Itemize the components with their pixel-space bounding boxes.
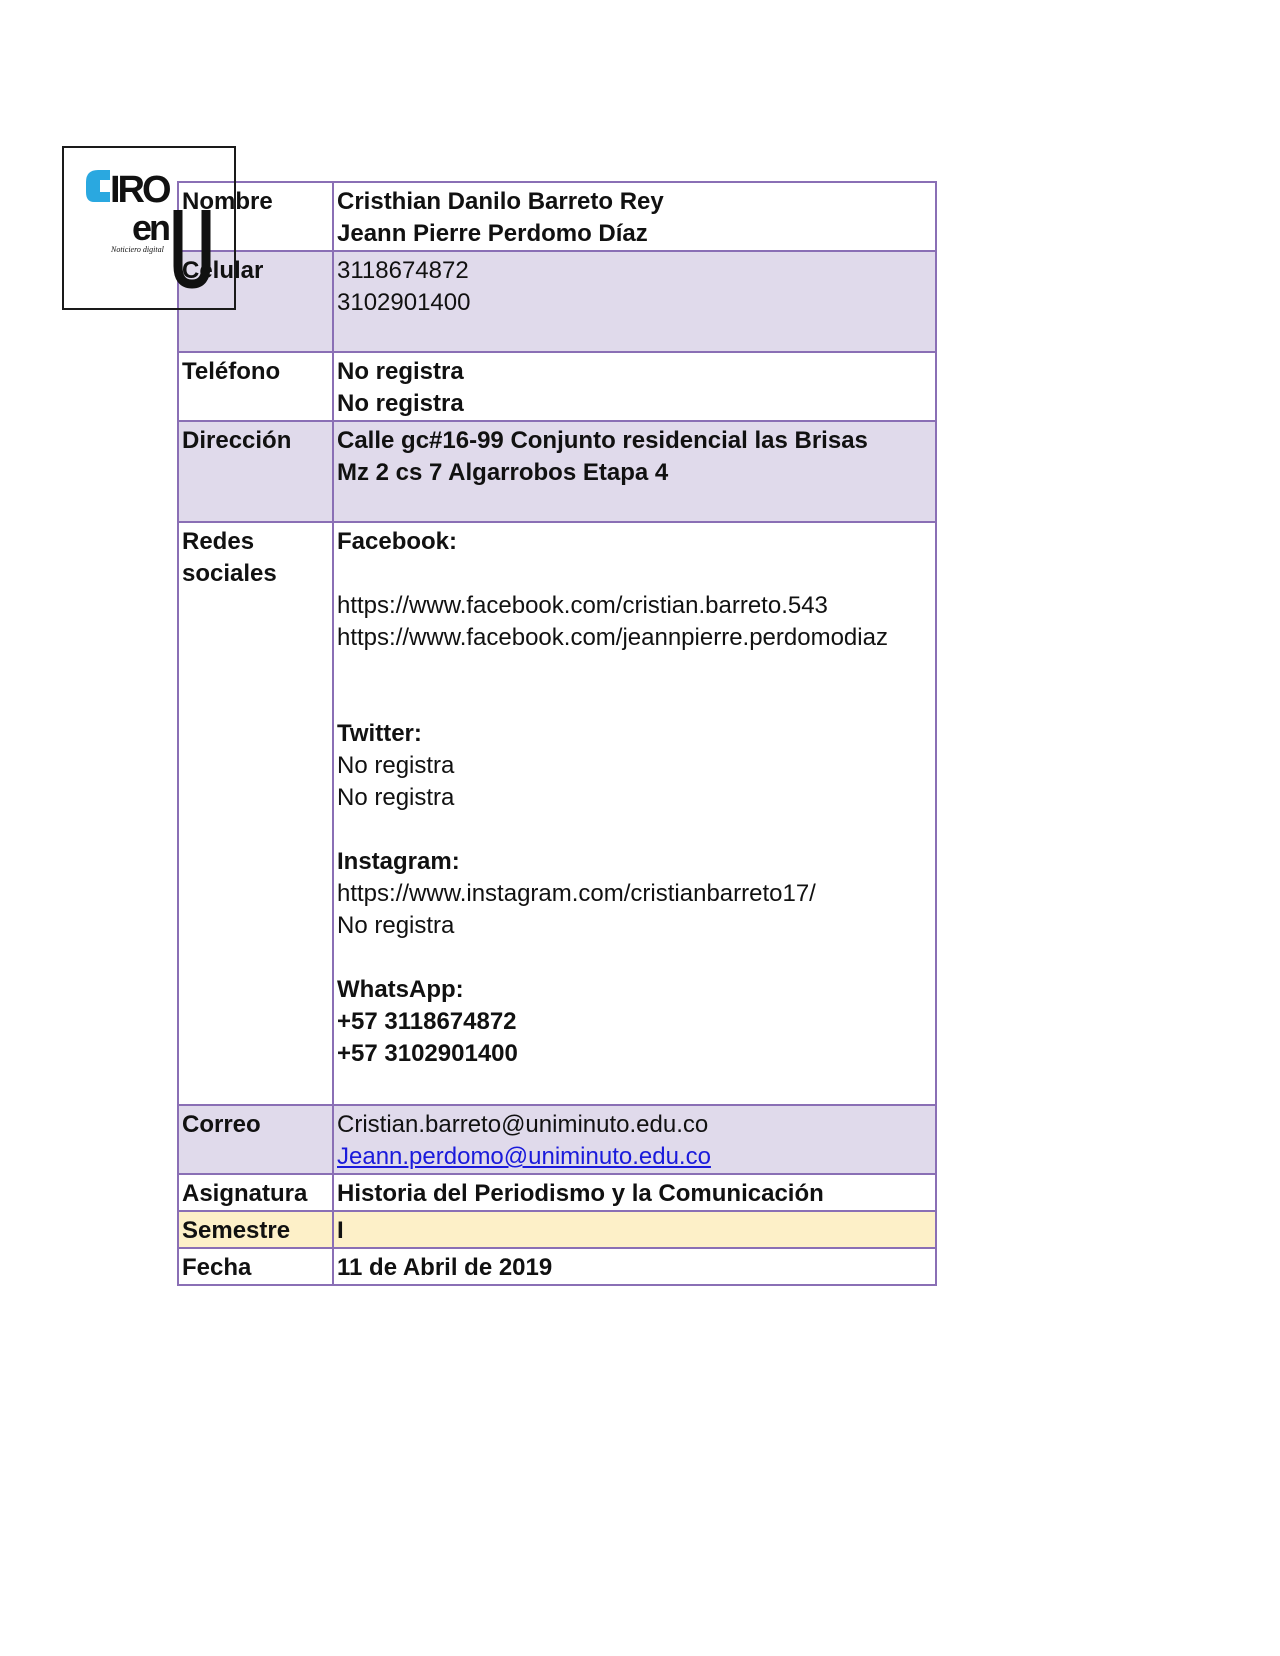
- instagram-2: No registra: [337, 912, 455, 939]
- telefono-1: No registra: [337, 358, 464, 385]
- value-asignatura: Historia del Periodismo y la Comunicación: [333, 1174, 936, 1211]
- value-nombre: [333, 182, 936, 251]
- label-semestre: Semestre: [178, 1211, 333, 1248]
- whatsapp-title: WhatsApp:: [337, 976, 464, 1003]
- direccion-1: Calle gc#16-99 Conjunto residencial las Brisas: [337, 427, 868, 454]
- correo-link[interactable]: Jeann.perdomo@uniminuto.edu.co: [337, 1143, 711, 1170]
- label-asignatura: Asignatura: [178, 1174, 333, 1211]
- spacer: [337, 686, 932, 718]
- spacer: [337, 558, 932, 590]
- row-fecha: [178, 1248, 936, 1285]
- info-table: [177, 181, 937, 1286]
- label-celular: Celular: [178, 251, 333, 352]
- row-semestre: [178, 1211, 936, 1248]
- celular-2: 3102901400: [337, 289, 471, 316]
- telefono-2: No registra: [337, 390, 464, 417]
- row-telefono: [178, 352, 936, 421]
- value-celular: [333, 251, 936, 352]
- label-nombre: Nombre: [178, 182, 333, 251]
- celular-1: 3118674872: [337, 257, 469, 284]
- value-fecha: 11 de Abril de 2019: [333, 1248, 936, 1285]
- label-correo: Correo: [178, 1105, 333, 1174]
- row-redes: [178, 522, 936, 1105]
- direccion-2: Mz 2 cs 7 Algarrobos Etapa 4: [337, 459, 669, 486]
- value-telefono: [333, 352, 936, 421]
- spacer: [337, 814, 932, 846]
- whatsapp-1: +57 3118674872: [337, 1008, 517, 1035]
- logo-iro-text: IRO: [110, 169, 169, 211]
- spacer: [337, 942, 932, 974]
- redes-label-2: sociales: [182, 560, 277, 587]
- redes-label-1: Redes: [182, 528, 255, 555]
- logo-tagline: Noticiero digital: [111, 245, 164, 254]
- logo-swirl: [86, 170, 110, 202]
- instagram-link-1[interactable]: https://www.instagram.com/cristianbarreto17/: [337, 880, 816, 907]
- label-direccion: Dirección: [178, 421, 333, 522]
- value-redes: [333, 522, 936, 1105]
- facebook-link-2[interactable]: https://www.facebook.com/jeannpierre.perdomodiaz: [337, 624, 888, 651]
- row-asignatura: [178, 1174, 936, 1211]
- whatsapp-2: +57 3102901400: [337, 1040, 518, 1067]
- row-direccion: [178, 421, 936, 522]
- row-nombre: [178, 182, 936, 251]
- value-semestre: I: [333, 1211, 936, 1248]
- row-celular: [178, 251, 936, 352]
- nombre-1: Cristhian Danilo Barreto Rey: [337, 188, 664, 215]
- logo-en-text: en: [132, 207, 169, 248]
- instagram-title: Instagram:: [337, 848, 460, 875]
- value-correo: [333, 1105, 936, 1174]
- twitter-title: Twitter:: [337, 720, 422, 747]
- spacer: [337, 654, 932, 686]
- value-direccion: [333, 421, 936, 522]
- row-correo: [178, 1105, 936, 1174]
- label-fecha: Fecha: [178, 1248, 333, 1285]
- correo-1: Cristian.barreto@uniminuto.edu.co: [337, 1111, 709, 1138]
- nombre-2: Jeann Pierre Perdomo Díaz: [337, 220, 648, 247]
- facebook-title: Facebook:: [337, 528, 458, 555]
- twitter-1: No registra: [337, 752, 455, 779]
- twitter-2: No registra: [337, 784, 455, 811]
- facebook-link-1[interactable]: https://www.facebook.com/cristian.barreto.543: [337, 592, 828, 619]
- label-redes: [178, 522, 333, 1105]
- label-telefono: Teléfono: [178, 352, 333, 421]
